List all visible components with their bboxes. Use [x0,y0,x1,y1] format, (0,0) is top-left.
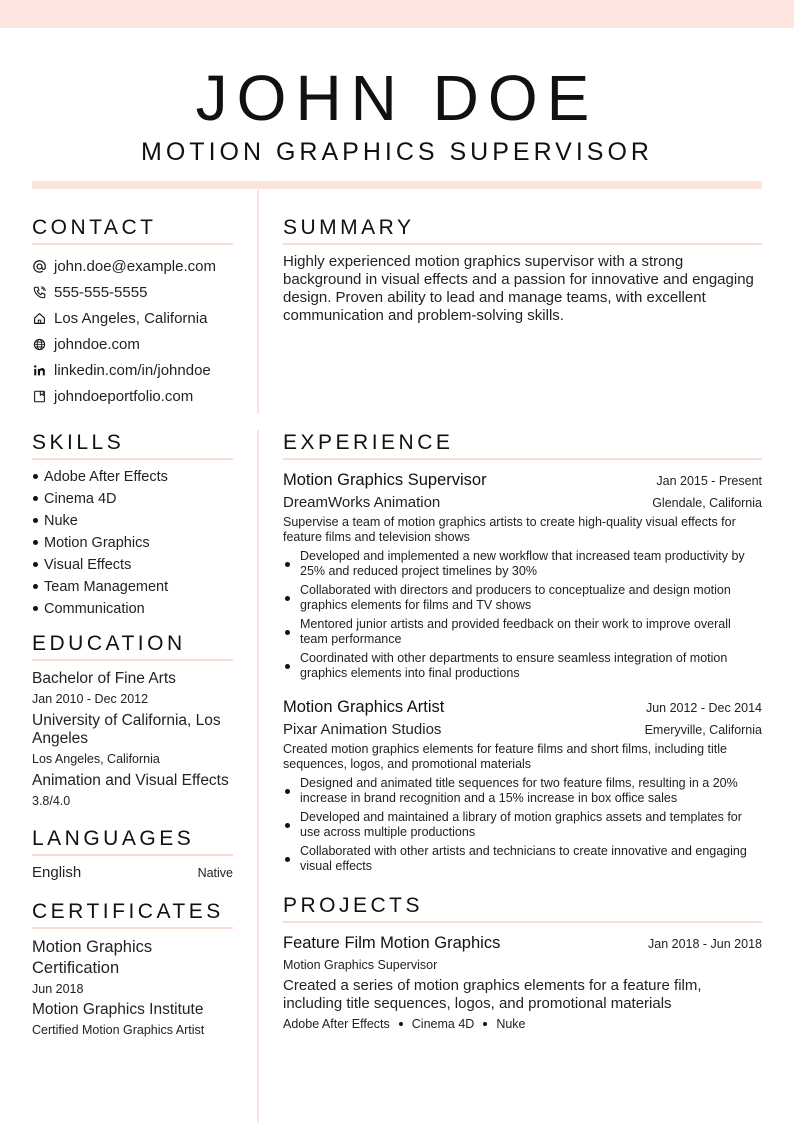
job-title: Motion Graphics Supervisor [283,471,487,489]
languages-section [32,827,233,881]
project-title: Feature Film Motion Graphics [283,934,501,952]
candidate-role: MOTION GRAPHICS SUPERVISOR [141,138,653,166]
languages-title: LANGUAGES [32,827,233,856]
skill-item: Visual Effects [32,554,233,576]
summary-section [283,216,762,325]
skill-item: Cinema 4D [32,488,233,510]
job-bullet: Mentored junior artists and provided feedback on their work to improve overall team performance [283,617,762,647]
projects-section [283,894,762,1031]
contact-phone-text: 555-555-5555 [54,283,148,301]
job-bullet: Developed and implemented a new workflow that increased team productivity by 25% and reduced project timelines by 30% [283,549,762,579]
skills-title: SKILLS [32,431,233,460]
experience-title: EXPERIENCE [283,431,762,460]
language-row [32,864,233,881]
job-bullet: Designed and animated title sequences for two feature films, resulting in a 20% increase in brand recognition and a 15% increase in box office sales [283,776,762,806]
certificate-date: Jun 2018 [32,982,84,996]
project-dates: Jan 2018 - Jun 2018 [648,937,762,951]
summary-text: Highly experienced motion graphics supervisor with a strong background in visual effects and a passion for innovative and engaging design. Proven ability to lead and manage teams, with excellent communication and problem-solving skills. [283,253,754,324]
top-accent-band [0,0,794,28]
skill-item: Motion Graphics [32,532,233,554]
job-dates: Jan 2015 - Present [656,474,762,488]
job-bullet: Coordinated with other departments to ensure seamless integration of motion graphics elements into final productions [283,651,762,681]
contact-email-text: john.doe@example.com [54,257,216,275]
skill-item: Adobe After Effects [32,466,233,488]
certificate-name: Motion Graphics Certification [32,938,153,977]
contact-phone[interactable] [32,279,233,305]
education-dates: Jan 2010 - Dec 2012 [32,692,149,706]
contact-linkedin-text: linkedin.com/in/johndoe [54,361,211,379]
column-divider-bottom [257,430,259,1123]
home-icon [32,311,46,325]
experience-section [283,431,762,878]
contact-section [32,216,233,409]
job-entry [283,697,762,874]
contact-portfolio[interactable] [32,383,233,409]
job-dates: Jun 2012 - Dec 2014 [645,701,762,715]
certificate-issuer: Motion Graphics Institute [32,1001,204,1018]
contact-portfolio-text: johndoeportfolio.com [54,387,194,405]
at-icon [32,259,46,273]
job-bullet: Collaborated with directors and producers to conceptualize and design motion graphics elements for films and TV shows [283,583,762,613]
certificate-credential: Certified Motion Graphics Artist [32,1023,205,1037]
header-divider [32,181,762,189]
skill-item: Nuke [32,510,233,532]
education-location: Los Angeles, California [32,752,160,766]
job-bullet: Collaborated with other artists and technicians to create innovative and engaging visual effects [283,844,762,874]
skill-item: Communication [32,598,233,620]
job-location: Emeryville, California [644,723,762,737]
project-entry [283,933,762,1031]
linkedin-icon [32,363,46,377]
portfolio-icon [32,389,46,403]
job-description: Created motion graphics elements for feature films and short films, including title sequences, logos, and promotional materials [283,742,727,771]
column-divider-top [257,190,259,414]
contact-email[interactable] [32,253,233,279]
language-name: English [32,864,82,881]
globe-icon [32,337,46,351]
projects-title: PROJECTS [283,894,762,923]
contact-linkedin[interactable] [32,357,233,383]
contact-location-text: Los Angeles, California [54,309,208,327]
project-description: Created a series of motion graphics elements for a feature film, including title sequences, logos, and promotional materials [283,977,702,1012]
project-tag: Nuke [496,1017,526,1031]
contact-website[interactable] [32,331,233,357]
candidate-name: JOHN DOE [195,62,599,134]
job-description: Supervise a team of motion graphics artists to create high-quality visual effects for feature films and television shows [283,515,736,544]
contact-title: CONTACT [32,216,233,245]
contact-location [32,305,233,331]
job-company: DreamWorks Animation [283,494,441,511]
project-tag: Adobe After Effects [283,1017,390,1031]
education-school: University of California, Los Angeles [32,712,221,747]
education-degree: Bachelor of Fine Arts [32,670,176,687]
job-location: Glendale, California [652,496,762,510]
phone-icon [32,285,46,299]
summary-title: SUMMARY [283,216,762,245]
education-field: Animation and Visual Effects [32,772,229,789]
contact-website-text: johndoe.com [54,335,140,353]
education-gpa: 3.8/4.0 [32,794,71,808]
job-bullet: Developed and maintained a library of motion graphics assets and templates for use across multiple productions [283,810,762,840]
job-entry [283,470,762,681]
certificates-title: CERTIFICATES [32,900,233,929]
education-title: EDUCATION [32,632,233,661]
project-tag: Cinema 4D [411,1017,475,1031]
project-tags [283,1017,762,1031]
job-title: Motion Graphics Artist [283,698,445,716]
certificates-section [32,900,233,1039]
job-company: Pixar Animation Studios [283,721,442,738]
language-level: Native [197,866,233,880]
skill-item: Team Management [32,576,233,598]
project-role: Motion Graphics Supervisor [283,958,438,972]
skills-section [32,431,233,620]
education-section [32,632,233,810]
